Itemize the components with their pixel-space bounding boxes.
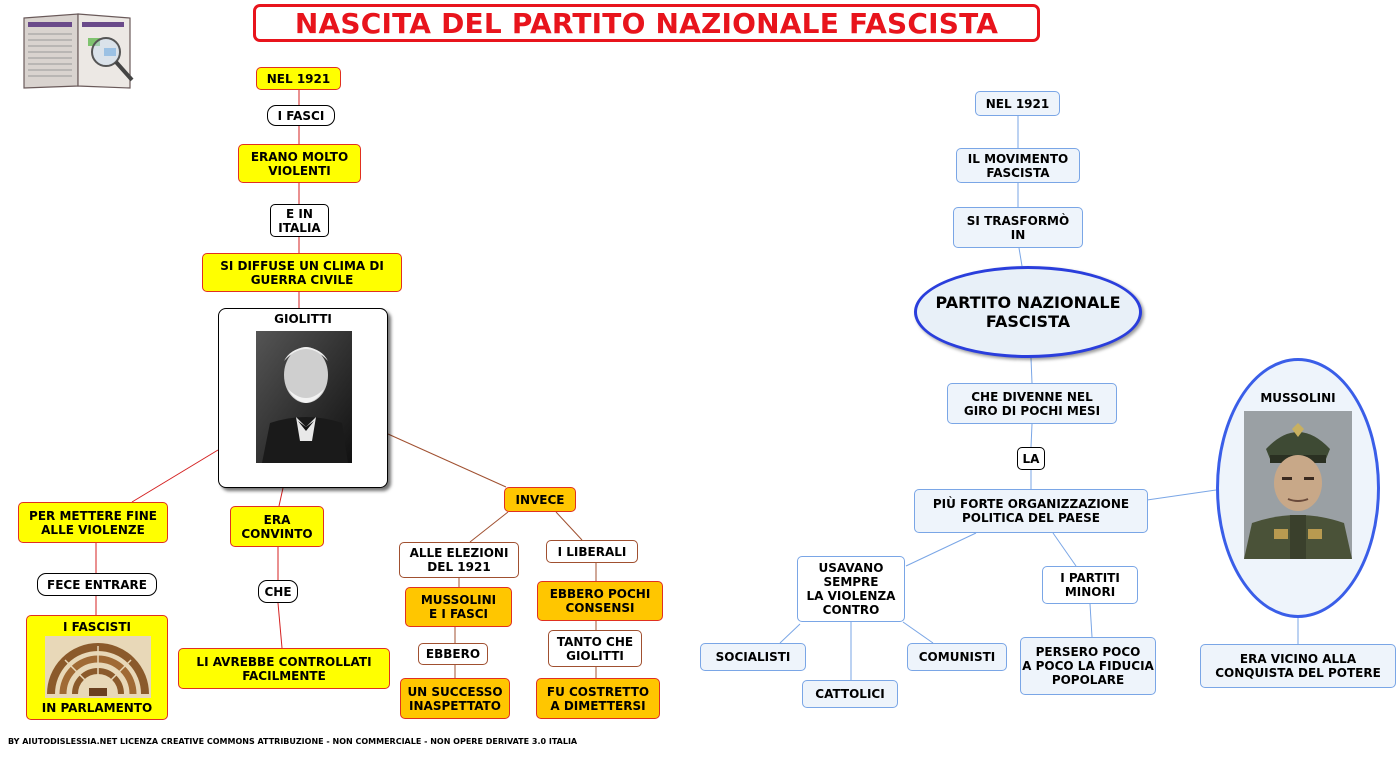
node-fece-entrare: FECE ENTRARE [37,573,157,596]
mussolini-ellipse [1216,358,1380,618]
node-i-fasci: I FASCI [267,105,335,126]
parlamento-label: IN PARLAMENTO [41,701,153,715]
node-controllati: LI AVREBBE CONTROLLATI FACILMENTE [178,648,390,689]
node-movimento: IL MOVIMENTO FASCISTA [956,148,1080,183]
node-mussolini-fasci: MUSSOLINI E I FASCI [405,587,512,627]
giolitti-portrait [256,331,352,463]
node-era-convinto: ERA CONVINTO [230,506,324,547]
node-guerra-civile: SI DIFFUSE UN CLIMA DI GUERRA CIVILE [202,253,402,292]
parliament-icon [45,636,151,698]
node-che: CHE [258,580,298,603]
node-la: LA [1017,447,1045,470]
fascisti-label: I FASCISTI [63,620,131,634]
node-erano-violenti: ERANO MOLTO VIOLENTI [238,144,361,183]
node-e-in-italia: E IN ITALIA [270,204,329,237]
node-mettere-fine: PER METTERE FINE ALLE VIOLENZE [18,502,168,543]
mussolini-label: MUSSOLINI [1260,391,1336,405]
node-organizzazione: PIÙ FORTE ORGANIZZAZIONE POLITICA DEL PAESE [914,489,1148,533]
node-partiti-minori: I PARTITI MINORI [1042,566,1138,604]
giolitti-label: GIOLITTI [274,312,332,326]
node-tanto-che: TANTO CHE GIOLITTI [548,630,642,667]
node-nel-1921-left: NEL 1921 [256,67,341,90]
node-alle-elezioni: ALLE ELEZIONI DEL 1921 [399,542,519,578]
node-fascisti-parlamento [26,615,168,720]
node-pnf: PARTITO NAZIONALE FASCISTA [914,266,1142,358]
giolitti-card [218,308,388,488]
node-conquista: ERA VICINO ALLA CONQUISTA DEL POTERE [1200,644,1396,688]
node-successo: UN SUCCESSO INASPETTATO [400,678,510,719]
book-magnifier-icon [20,8,138,92]
page-title: NASCITA DEL PARTITO NAZIONALE FASCISTA [253,4,1040,42]
node-invece: INVECE [504,487,576,512]
node-cattolici: CATTOLICI [802,680,898,708]
node-comunisti: COMUNISTI [907,643,1007,671]
mussolini-portrait [1244,411,1352,559]
node-pochi-consensi: EBBERO POCHI CONSENSI [537,581,663,621]
node-trasformo: SI TRASFORMÒ IN [953,207,1083,248]
node-fiducia: PERSERO POCO A POCO LA FIDUCIA POPOLARE [1020,637,1156,695]
node-dimettersi: FU COSTRETTO A DIMETTERSI [536,678,660,719]
node-ebbero: EBBERO [418,643,488,665]
license-footer: BY AIUTODISLESSIA.NET LICENZA CREATIVE COMMONS ATTRIBUZIONE - NON COMMERCIALE - NON OPERE DERIVATE 3.0 ITALIA [8,737,578,746]
node-violenza: USAVANO SEMPRE LA VIOLENZA CONTRO [797,556,905,622]
node-socialisti: SOCIALISTI [700,643,806,671]
node-i-liberali: I LIBERALI [546,540,638,563]
node-nel-1921-right: NEL 1921 [975,91,1060,116]
node-divenne: CHE DIVENNE NEL GIRO DI POCHI MESI [947,383,1117,424]
